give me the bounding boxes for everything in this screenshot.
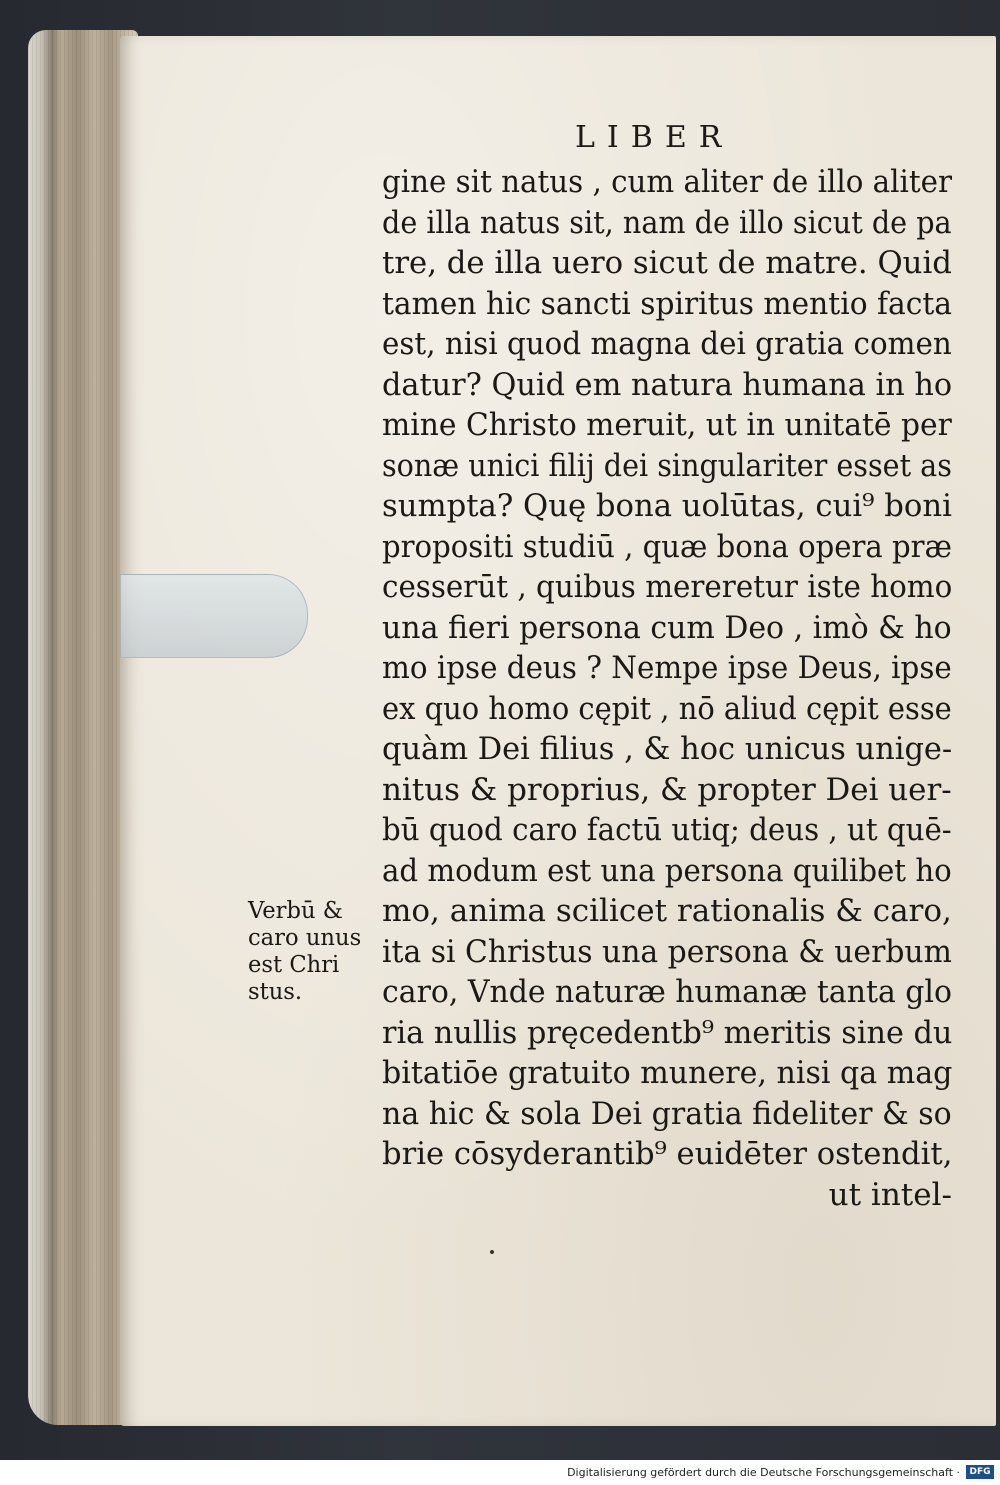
text-line: tre, de illa uero sicut de matre. Quid	[382, 245, 952, 281]
text-line: mine Christo meruit, ut in unitatē per	[382, 407, 952, 443]
text-line: ria nullis pręcedentb⁹ meritis sine du	[382, 1014, 953, 1051]
text-line: nitus & proprius, & propter Dei uer-	[382, 771, 952, 808]
text-line: de illa natus sit, nam de illo sicut de pa	[382, 204, 952, 241]
margin-note-line: Verbū &	[248, 898, 343, 924]
footer-credit: Digitalisierung gefördert durch die Deutsche Forschungsgemeinschaft ·	[567, 1466, 960, 1479]
margin-note-line: stus.	[248, 979, 303, 1005]
text-line: tamen hic sancti spiritus mentio facta	[382, 285, 952, 322]
margin-note	[248, 898, 378, 1006]
text-line: caro, Vnde naturæ humanæ tanta glo	[382, 974, 952, 1010]
margin-note-line: caro unus	[248, 925, 362, 951]
text-line: sonæ unici filij dei singulariter esset as	[382, 447, 952, 484]
page-clip	[120, 574, 308, 658]
text-line: mo, anima scilicet rationalis & caro,	[382, 893, 952, 929]
text-line: ex quo homo cępit , nō aliud cępit esse	[382, 690, 952, 727]
text-line: quàm Dei filius , & hoc unicus unige-	[382, 731, 953, 767]
dfg-logo: DFG	[966, 1465, 994, 1479]
text-line: gine sit natus , cum aliter de illo aliter	[382, 164, 953, 200]
running-head: LIBER	[575, 120, 734, 155]
catchword: ut intel-	[828, 1176, 952, 1213]
text-line: ad modum est una persona quilibet ho	[382, 852, 952, 889]
text-line: ita si Christus una persona & uerbum	[382, 933, 952, 970]
text-line: brie cōsyderantib⁹ euidēter ostendit,	[382, 1136, 953, 1172]
page-mark	[490, 1250, 494, 1254]
text-line: datur? Quid em natura humana in ho	[382, 366, 953, 403]
text-line: bitatiōe gratuito munere, nisi qa mag	[382, 1055, 953, 1091]
text-line: sumpta? Quę bona uolūtas, cui⁹ boni	[382, 488, 952, 524]
body-text	[382, 162, 952, 1215]
text-line: cesserūt , quibus mereretur iste homo	[382, 569, 953, 605]
text-line: mo ipse deus ? Nempe ipse Deus, ipse	[382, 650, 952, 686]
footer-bar	[0, 1460, 1000, 1485]
text-line: na hic & sola Dei gratia fideliter & so	[382, 1095, 952, 1132]
text-line: bū quod caro factū utiq; deus , ut quē-	[382, 812, 952, 848]
text-line: una fieri persona cum Deo , imò & ho	[382, 609, 952, 646]
text-line: est, nisi quod magna dei gratia comen	[382, 326, 952, 362]
text-line: propositi studiū , quæ bona opera præ	[382, 528, 952, 565]
margin-note-line: est Chri	[248, 952, 340, 978]
